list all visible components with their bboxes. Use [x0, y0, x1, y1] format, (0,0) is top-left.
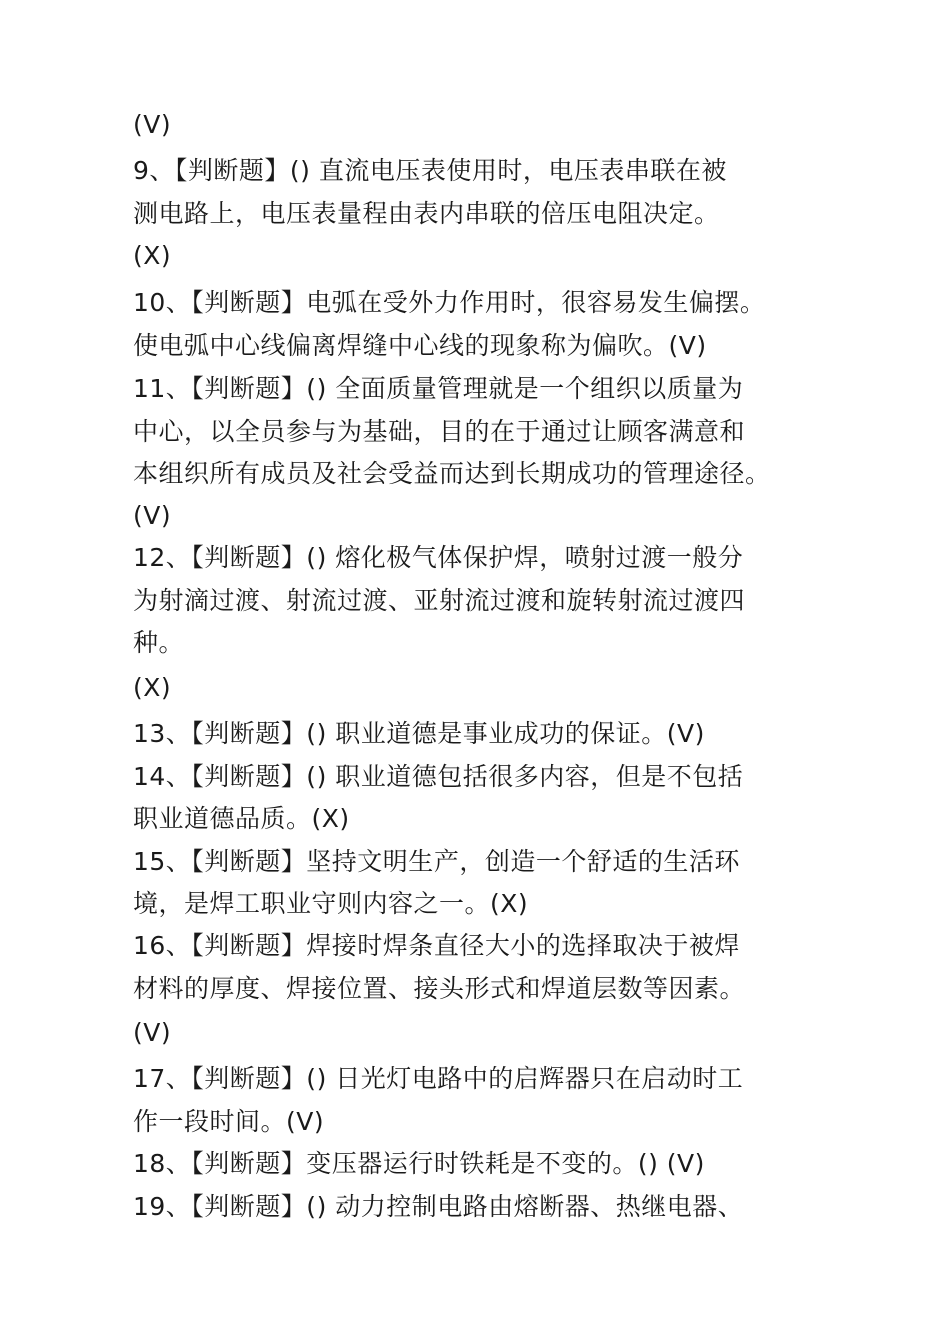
text-line: 使电弧中心线偏离焊缝中心线的现象称为偏吹。(V) — [133, 331, 707, 360]
text-line: 14、【判断题】() 职业道德包括很多内容，但是不包括 — [133, 762, 744, 791]
text-line: 作一段时间。(V) — [133, 1107, 325, 1136]
text-line: 18、【判断题】变压器运行时铁耗是不变的。() (V) — [133, 1149, 705, 1178]
text-line: (X) — [133, 241, 172, 270]
text-line: 中心，以全员参与为基础，目的在于通过让顾客满意和 — [133, 417, 746, 446]
text-line: 13、【判断题】() 职业道德是事业成功的保证。(V) — [133, 719, 705, 748]
text-line: 19、【判断题】() 动力控制电路由熔断器、热继电器、 — [133, 1192, 744, 1221]
text-line: (V) — [133, 501, 172, 530]
text-line: 10、【判断题】电弧在受外力作用时，很容易发生偏摆。 — [133, 288, 766, 317]
text-line: (V) — [133, 110, 172, 139]
text-line: 境，是焊工职业守则内容之一。(X) — [133, 889, 529, 918]
text-line: 本组织所有成员及社会受益而达到长期成功的管理途径。 — [133, 459, 771, 488]
text-line: 9、【判断题】() 直流电压表使用时，电压表串联在被 — [133, 156, 727, 185]
text-line: 材料的厚度、焊接位置、接头形式和焊道层数等因素。 — [133, 974, 746, 1003]
text-line: (V) — [133, 1018, 172, 1047]
text-line: 种。 — [133, 628, 185, 657]
text-line: (X) — [133, 673, 172, 702]
text-line: 为射滴过渡、射流过渡、亚射流过渡和旋转射流过渡四 — [133, 586, 746, 615]
text-line: 16、【判断题】焊接时焊条直径大小的选择取决于被焊 — [133, 931, 740, 960]
text-line: 17、【判断题】() 日光灯电路中的启辉器只在启动时工 — [133, 1064, 744, 1093]
text-line: 职业道德品质。(X) — [133, 804, 350, 833]
text-line: 11、【判断题】() 全面质量管理就是一个组织以质量为 — [133, 374, 744, 403]
text-line: 12、【判断题】() 熔化极气体保护焊，喷射过渡一般分 — [133, 543, 744, 572]
text-line: 15、【判断题】坚持文明生产，创造一个舒适的生活环 — [133, 847, 740, 876]
text-line: 测电路上，电压表量程由表内串联的倍压电阻决定。 — [133, 199, 720, 228]
